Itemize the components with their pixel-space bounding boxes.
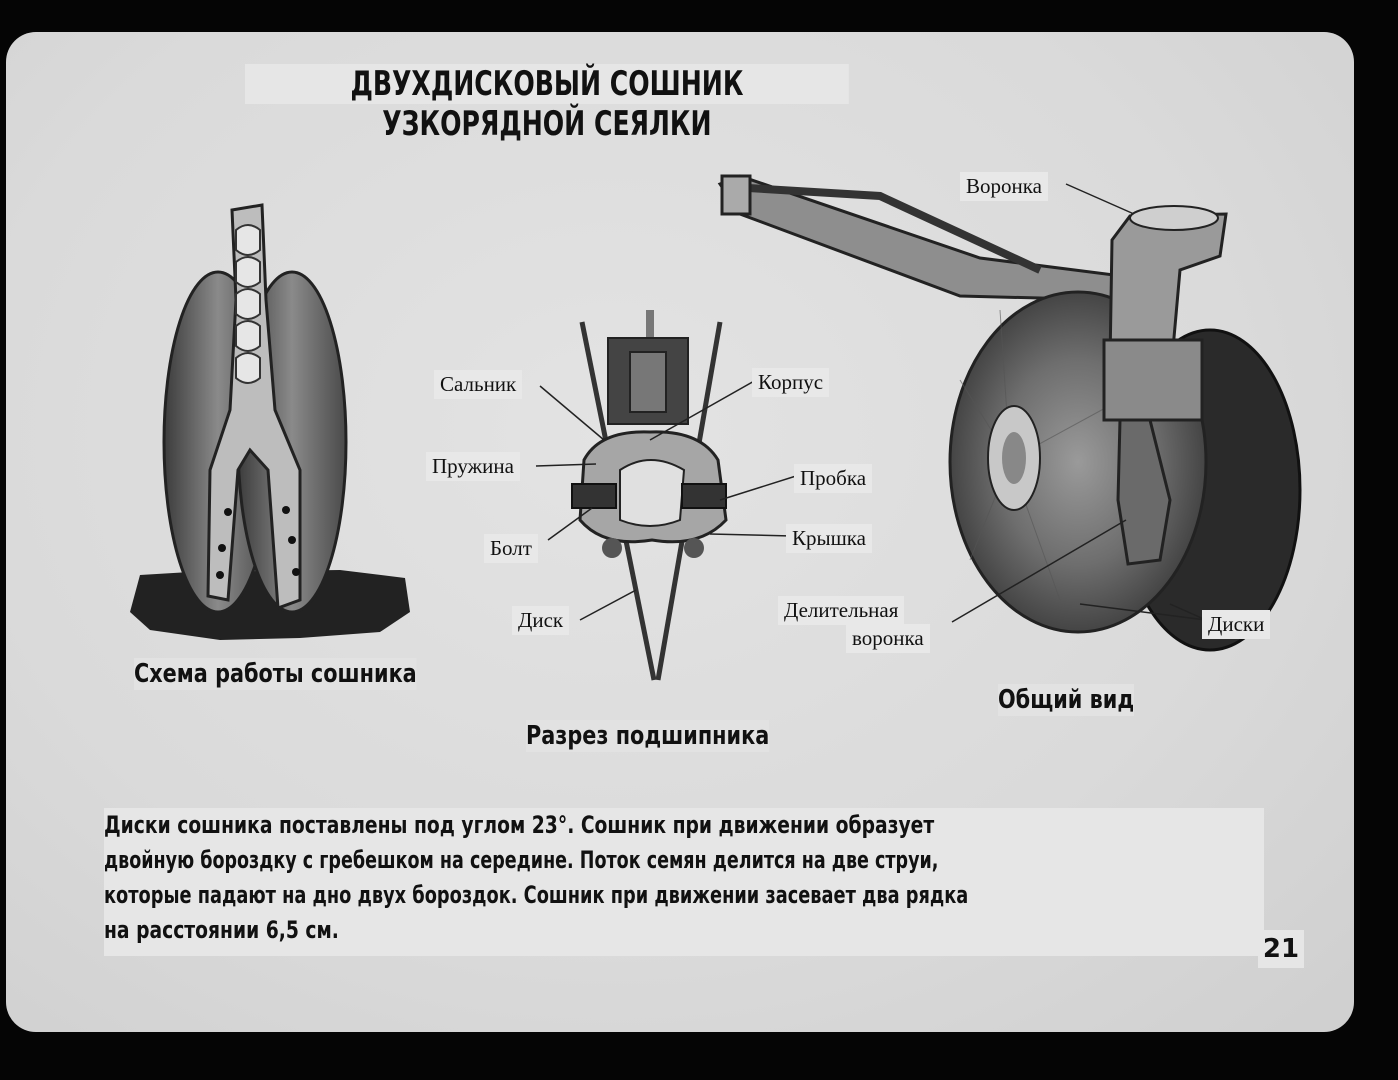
label-diski: Диски xyxy=(1202,610,1270,639)
label-pruzhina: Пружина xyxy=(426,452,520,481)
label-kryshka: Крышка xyxy=(786,524,872,553)
label-korpus: Корпус xyxy=(752,368,829,397)
label-voronka: Воронка xyxy=(960,172,1048,201)
label-delitelnaya-2: воронка xyxy=(846,624,930,653)
description-line-4: на расстоянии 6,5 см. xyxy=(104,916,339,944)
drawbar-arm xyxy=(720,176,1122,300)
label-salnik: Сальник xyxy=(434,370,522,399)
coulter-scheme-drawing xyxy=(130,205,410,640)
caption-general: Общий вид xyxy=(998,685,1135,715)
bearing-section-drawing xyxy=(572,310,726,680)
caption-scheme: Схема работы сошника xyxy=(134,659,417,689)
description-line-2: двойную бороздку с гребешком на середине. Поток семян делится на две струи, xyxy=(104,846,939,874)
caption-bearing: Разрез подшипника xyxy=(526,721,770,751)
label-bolt: Болт xyxy=(484,534,538,563)
description-line-1: Диски сошника поставлены под углом 23°. Сошник при движении образует xyxy=(104,811,935,839)
general-view-drawing xyxy=(720,176,1300,650)
label-disk: Диск xyxy=(512,606,569,635)
label-probka: Пробка xyxy=(794,464,872,493)
description-line-3: которые падают на дно двух бороздок. Сошник при движении засевает два рядка xyxy=(104,881,969,909)
slide-title: ДВУХДИСКОВЫЙ СОШНИК УЗКОРЯДНОЙ СЕЯЛКИ xyxy=(245,64,849,104)
description-paragraph xyxy=(104,808,1264,956)
page-number: 21 xyxy=(1258,930,1304,968)
label-delitelnaya-1: Делительная xyxy=(778,596,904,625)
